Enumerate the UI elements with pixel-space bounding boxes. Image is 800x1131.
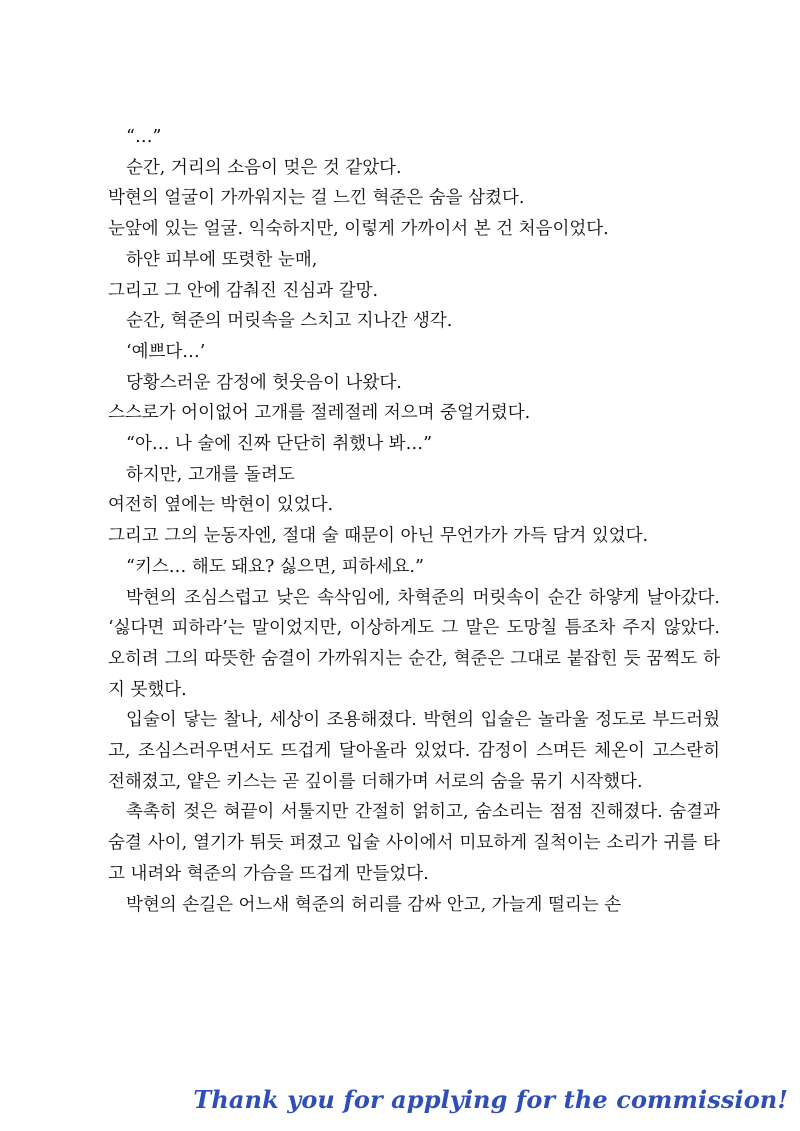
story-paragraph: 하얀 피부에 또렷한 눈매, [126,249,318,270]
story-paragraph: ‘예쁘다…’ [126,341,206,362]
story-paragraph: “아… 나 술에 진짜 단단히 취했나 봐…” [126,434,433,455]
story-paragraph: 촉촉히 젖은 혀끝이 서툴지만 간절히 얽히고, 숨소리는 점점 진해졌다. 숨결과 숨결 사이, 열기가 튀듯 퍼졌고 입술 사이에서 미묘하게 질척이는 소리가 귀를 타고 내려와 혁준의 가슴을 뜨겁게 만들었다. [108,802,720,884]
story-paragraph: 당황스러운 감정에 헛웃음이 나왔다. [126,372,402,393]
story-paragraph: “키스… 해도 돼요? 싫으면, 피하세요.” [126,556,424,577]
story-paragraph: 하지만, 고개를 돌려도 [126,464,295,485]
story-paragraph: 그리고 그 안에 감춰진 진심과 갈망. [108,280,379,301]
story-paragraph: 순간, 혁준의 머릿속을 스치고 지나간 생각. [126,311,453,332]
story-paragraph: 박현의 얼굴이 가까워지는 걸 느낀 혁준은 숨을 삼켰다. [108,188,525,209]
story-paragraph: “…” [126,127,162,147]
commission-thanks-message: Thank you for applying for the commission! [193,1085,788,1114]
story-paragraph: 여전히 옆에는 박현이 있었다. [108,495,334,516]
story-paragraph: 순간, 거리의 소음이 멎은 것 같았다. [126,157,402,178]
story-paragraph: 그리고 그의 눈동자엔, 절대 술 때문이 아닌 무언가가 가득 담겨 있었다. [108,526,649,547]
story-paragraph: 눈앞에 있는 얼굴. 익숙하지만, 이렇게 가까이서 본 건 처음이었다. [108,219,609,240]
story-text [108,122,720,920]
story-paragraph: 박현의 손길은 어느새 혁준의 허리를 감싸 안고, 가늘게 떨리는 손 [126,894,622,915]
story-paragraph: 스스로가 어이없어 고개를 절레절레 저으며 중얼거렸다. [108,403,531,424]
story-paragraph: 박현의 조심스럽고 낮은 속삭임에, 차혁준의 머릿속이 순간 하얗게 날아갔다. ‘싫다면 피하라’는 말이었지만, 이상하게도 그 말은 도망칠 틈조차 주지 않았다. 오히려 그의 따뜻한 숨결이 가까워지는 순간, 혁준은 그대로 붙잡힌 듯 꿈쩍도 하지 못했다. [108,587,720,700]
story-paragraph: 입술이 닿는 찰나, 세상이 조용해졌다. 박현의 입술은 놀라울 정도로 부드러웠고, 조심스러우면서도 뜨겁게 달아올라 있었다. 감정이 스며든 체온이 고스란히 전해졌고, 얕은 키스는 곧 깊이를 더해가며 서로의 숨을 묶기 시작했다. [108,710,720,792]
